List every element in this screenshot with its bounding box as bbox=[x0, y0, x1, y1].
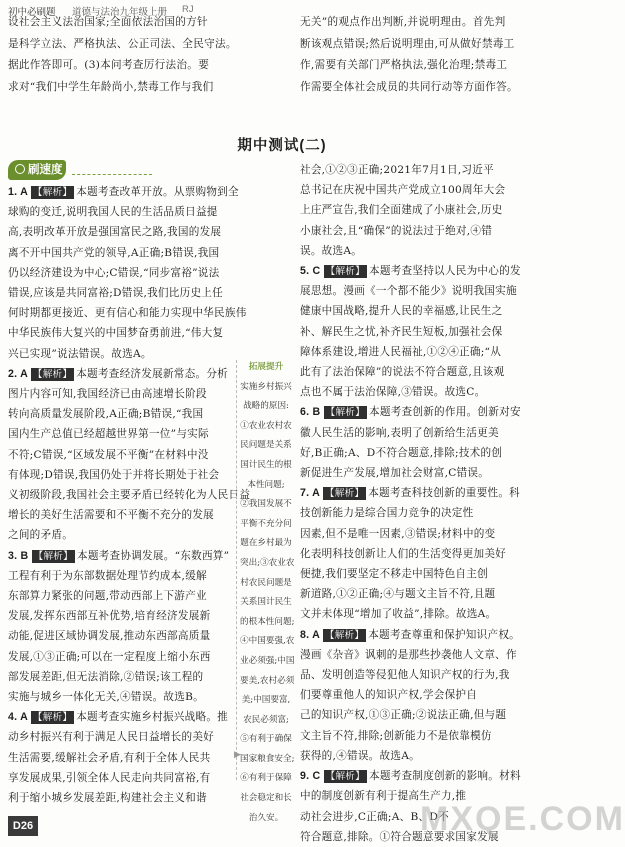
sidebar-line: 美;中国要富, bbox=[241, 695, 291, 706]
sidebar-line: 农民必须富; bbox=[243, 714, 289, 725]
answer-line bbox=[8, 768, 240, 788]
answer-line bbox=[8, 243, 240, 263]
page-number: D26 bbox=[8, 816, 38, 836]
answer-text: 国内生产总值已经超越世界第一位”与实际 bbox=[8, 428, 209, 441]
answer-text: 本题考查实施乡村振兴战略。推 bbox=[76, 711, 229, 724]
question-number: 7. A bbox=[300, 487, 323, 500]
sidebar-line: ②我国发展不 bbox=[240, 499, 292, 510]
answer-line bbox=[300, 665, 558, 685]
answer-text: 小康社会,且“确保”的说法过于绝对,④错 bbox=[300, 224, 493, 237]
answer-text: 符合题意,排除。①符合题意要求国家发展 bbox=[300, 830, 499, 843]
sidebar-line: 国计民生的根 bbox=[240, 459, 292, 470]
answer-line bbox=[300, 301, 558, 321]
answer-line bbox=[300, 645, 558, 665]
answer-text: 高,表明改革开放是强国富民之路,我国的发展 bbox=[8, 226, 222, 239]
question-number: 4. A bbox=[8, 711, 31, 724]
answer-text: 此有了法治保障”的说法不符合题意,且该观 bbox=[300, 366, 505, 379]
answer-line bbox=[300, 261, 558, 281]
answer-text: 动社会进步,C正确;A、B、D不 bbox=[300, 810, 449, 823]
answer-text: 新道路,①②正确;④与题文主旨不符,且题 bbox=[300, 588, 496, 601]
answer-text: 漫画《杂音》讽刺的是那些抄袭他人文章、作 bbox=[300, 648, 517, 661]
answer-line bbox=[8, 788, 240, 808]
answer-text: 球购的变迁,说明我国人民的生活品质日益提 bbox=[8, 206, 218, 219]
analysis-tag: 【 解析 】 bbox=[31, 711, 74, 724]
answer-line bbox=[8, 727, 240, 747]
answer-line bbox=[8, 303, 247, 323]
answer-text: 徽人民生活的影响,表明了创新给生活更美 bbox=[300, 426, 499, 439]
answer-line bbox=[300, 483, 558, 503]
answer-item bbox=[300, 402, 558, 483]
answer-text: 本题考查科技创新的重要性。科 bbox=[368, 487, 521, 500]
answer-line bbox=[300, 423, 558, 443]
answer-item bbox=[300, 160, 558, 261]
sidebar-line: 实施乡村振兴 bbox=[240, 381, 292, 392]
answer-line bbox=[300, 281, 558, 301]
answer-item bbox=[8, 707, 240, 808]
answer-text: 己的知识产权,①③正确;②说法正确,但与题 bbox=[300, 709, 507, 722]
answer-line bbox=[300, 746, 558, 766]
answer-text: 利于缩小城乡发展差距,构建社会主义和谐 bbox=[8, 792, 207, 805]
answer-line bbox=[300, 200, 558, 220]
answer-line bbox=[300, 180, 558, 200]
answer-line bbox=[8, 606, 240, 626]
answer-text: 社会,①②③正确;2021年7月1日,习近平 bbox=[300, 164, 494, 176]
answer-line bbox=[8, 566, 240, 586]
analysis-tag: 【 解析 】 bbox=[323, 487, 366, 500]
answer-text: 文并未体现“增加了收益”,排除。故选A。 bbox=[300, 608, 497, 621]
answer-text: 本题考查尊重和保护知识产权。 bbox=[368, 628, 521, 641]
answer-line bbox=[300, 766, 558, 786]
answer-line bbox=[300, 584, 558, 604]
answer-line bbox=[300, 322, 558, 342]
sidebar-line: 要美,农村必须 bbox=[240, 675, 295, 686]
answer-line bbox=[8, 667, 240, 687]
answer-line bbox=[8, 364, 240, 384]
top-left-continuation bbox=[8, 12, 268, 98]
answer-line bbox=[300, 544, 558, 564]
answer-line bbox=[8, 586, 240, 606]
answer-text: 中华民族伟大复兴的中国梦奋勇前进,“伟大复 bbox=[8, 327, 224, 340]
answer-text: 中的制度创新有利于提高生产力,推 bbox=[300, 790, 467, 803]
brand-label: 初中必刷题 bbox=[8, 7, 56, 18]
answer-line bbox=[8, 202, 240, 222]
answer-text: 错误,应该是共同富裕;D错误,我们比历史上任 bbox=[8, 287, 223, 300]
top-right-continuation bbox=[300, 12, 558, 98]
answer-text: 发展,①③正确;可以在一定程度上缩小东西 bbox=[8, 650, 211, 663]
answer-text: 文主旨不符,排除;创新能力不是依靠模仿 bbox=[300, 729, 492, 742]
analysis-tag: 【 解析 】 bbox=[324, 770, 367, 783]
answer-line bbox=[8, 647, 240, 667]
answer-text: 因素,但不是唯一因素,③错误;材料中的变 bbox=[300, 527, 496, 540]
sidebar-line: 本性问题; bbox=[247, 479, 285, 490]
badge-hook-divider bbox=[72, 162, 152, 175]
sidebar-line: 突出;③农业农 bbox=[240, 557, 295, 568]
text-line: 作,需要有关部门严格执法,强化治理;禁毒工 bbox=[300, 59, 508, 72]
answer-line bbox=[8, 687, 240, 707]
answer-line bbox=[300, 382, 558, 402]
sidebar-line: ④中国要强,农 bbox=[240, 636, 295, 647]
answer-line bbox=[8, 546, 240, 566]
answer-line bbox=[8, 626, 240, 646]
answer-line bbox=[300, 705, 558, 725]
answer-text: 获得的,④错误。故选A。 bbox=[300, 749, 420, 762]
answer-line bbox=[300, 524, 558, 544]
answer-line bbox=[300, 342, 558, 362]
answer-line bbox=[300, 463, 558, 483]
sidebar-line: ⑥有利于保障 bbox=[240, 773, 292, 784]
question-number: 6. B bbox=[300, 406, 324, 419]
answer-text: 东部算力紧张的问题,带动西部上下游产业 bbox=[8, 590, 207, 603]
answer-text: 健康中国战略,提升人民的幸福感,让民生之 bbox=[300, 305, 503, 318]
answer-line bbox=[300, 625, 558, 645]
sidebar-line: 村农民问题是 bbox=[240, 577, 292, 588]
sidebar-line: 民问题是关系 bbox=[240, 440, 292, 451]
answer-text: 图片内容可知,我国经济已由高速增长阶段 bbox=[8, 388, 207, 401]
analysis-tag: 【 解析 】 bbox=[324, 265, 367, 278]
sidebar-line: 社会稳定和长 bbox=[240, 793, 292, 804]
answer-line bbox=[8, 323, 240, 343]
answer-text: 生活需要,缓解社会矛盾,有利于全体人民共 bbox=[8, 751, 211, 764]
answer-text: 增长的美好生活需要和不平衡不充分的发展 bbox=[8, 509, 215, 522]
answer-text: 动能,促进区域协调发展,推动东西部高质量 bbox=[8, 630, 211, 643]
answer-text: 兴已实现”说法错误。故选A。 bbox=[8, 347, 152, 360]
answer-text: 好,B正确;A、D不符合题意,排除;技术的创 bbox=[300, 446, 503, 459]
answer-text: 新促进生产发展,增加社会财富,C错误。 bbox=[300, 467, 490, 480]
edition-label: RJ bbox=[182, 4, 194, 15]
answer-text: 本题考查改革开放。从票购物到全 bbox=[76, 186, 239, 198]
answer-line bbox=[8, 344, 240, 364]
answer-text: 工程有利于为东部数据处理节约成本,缓解 bbox=[8, 569, 207, 582]
answer-text: 不符;C错误,“区域发展不平衡”在材料中没 bbox=[8, 448, 209, 461]
question-number: 8. A bbox=[300, 628, 323, 641]
answer-item bbox=[300, 625, 558, 766]
answer-item bbox=[300, 483, 558, 624]
answer-line bbox=[300, 362, 558, 382]
answer-text: 本题考查协调发展。“东数西算” bbox=[77, 549, 230, 562]
extension-sidebar bbox=[240, 358, 295, 828]
answer-item bbox=[8, 182, 247, 364]
answer-text: 何时期都更接近、更有信心和能力实现中华民族伟 bbox=[8, 307, 247, 320]
answer-text: 化表明科技创新让人们的生活变得更加美好 bbox=[300, 547, 507, 560]
answer-text: 动乡村振兴有利于满足人民日益增长的美好 bbox=[8, 731, 215, 744]
sidebar-heading: 拓展提升 bbox=[248, 362, 284, 372]
answer-text: 实施与城乡一体化无关,④错误。故选B。 bbox=[8, 691, 204, 704]
answer-text: 补、解民生之忧,补齐民生短板,加强社会保 bbox=[300, 325, 503, 338]
answer-text: 总书记在庆祝中国共产党成立100周年大会 bbox=[300, 184, 506, 197]
answer-text: 误。故选A。 bbox=[300, 244, 363, 257]
answer-line bbox=[300, 503, 558, 523]
answer-text: 本题考查创新的作用。创新对安 bbox=[369, 406, 521, 419]
answer-text: 有体现;D错误,我国仍处于并将长期处于社会 bbox=[8, 468, 220, 481]
answer-item bbox=[8, 546, 240, 708]
question-number: 3. B bbox=[8, 549, 32, 562]
answer-text: 之间的矛盾。 bbox=[8, 529, 74, 542]
answer-line bbox=[300, 443, 558, 463]
sidebar-line: ①农业农村农 bbox=[240, 420, 292, 431]
answer-text: 上庄严宣告,我们全面建成了小康社会,历史 bbox=[300, 204, 503, 217]
answer-line bbox=[8, 263, 240, 283]
sidebar-line: 的根本性问题; bbox=[240, 616, 295, 627]
sidebar-line: 关系国计民生 bbox=[240, 597, 292, 608]
sidebar-line: 业必须强;中国 bbox=[240, 655, 295, 666]
answer-text: 便捷,我们要坚定不移走中国特色自主创 bbox=[300, 568, 488, 581]
right-answer-column bbox=[300, 160, 558, 847]
subject-label: 道德与法治九年级上册 bbox=[72, 7, 168, 18]
answer-line bbox=[8, 283, 240, 303]
analysis-tag: 【 解析 】 bbox=[32, 550, 75, 563]
question-number: 5. C bbox=[300, 265, 324, 278]
badge-label: 刷速度 bbox=[28, 164, 63, 176]
answer-line bbox=[8, 182, 240, 202]
text-line: 是科学立法、严格执法、公正司法、全民守法。 bbox=[8, 37, 237, 50]
answer-line bbox=[8, 445, 240, 465]
sidebar-line: ⑤有利于确保 bbox=[240, 734, 292, 745]
analysis-tag: 【 解析 】 bbox=[31, 186, 74, 199]
answer-text: 仍以经济建设为中心;C错误,“同步富裕”说法 bbox=[8, 266, 220, 279]
speed-badge bbox=[8, 160, 66, 180]
answer-text: 障体系建设,增进人民福祉,①②④正确;“从 bbox=[300, 345, 502, 358]
answer-line bbox=[300, 241, 558, 261]
answer-text: 离不开中国共产党的领导,A正确;B错误,我国 bbox=[8, 246, 220, 259]
arrow-icon: ▶ bbox=[234, 750, 241, 760]
left-answer-column bbox=[8, 182, 251, 808]
analysis-tag: 【 解析 】 bbox=[31, 368, 74, 381]
answer-text: 转向高质量发展阶段,A正确;B错误,“我国 bbox=[8, 408, 204, 421]
answer-text: 本题考查制度创新的影响。材料 bbox=[369, 770, 521, 783]
answer-text: 发展,发挥东西部互补优势,培育经济发展新 bbox=[8, 610, 211, 623]
watermark: MXQE.COM bbox=[420, 800, 625, 838]
answer-item bbox=[300, 261, 558, 402]
answer-text: 展思想。漫画《一个都不能少》说明我国实施 bbox=[300, 285, 517, 298]
answer-line bbox=[300, 604, 558, 624]
analysis-tag: 【 解析 】 bbox=[323, 629, 366, 642]
text-line: 设社会主义法治国家;全面依法治国的方针 bbox=[8, 16, 208, 28]
answer-line bbox=[300, 221, 558, 241]
answer-line bbox=[8, 707, 240, 727]
answer-line bbox=[300, 685, 558, 705]
sidebar-divider bbox=[236, 360, 237, 780]
answer-line bbox=[8, 525, 240, 545]
answer-line bbox=[300, 564, 558, 584]
badge-icon bbox=[15, 164, 25, 174]
answer-line bbox=[8, 465, 240, 485]
question-number: 1. A bbox=[8, 186, 31, 198]
answer-line bbox=[8, 485, 251, 505]
answer-line bbox=[8, 404, 240, 424]
text-line: 据此作答即可。(3)本问考查厉行法治。要 bbox=[8, 59, 210, 72]
section-title: 期中测试(二) bbox=[237, 138, 327, 154]
answer-text: 享发展成果,引领全体人民走向共同富裕,有 bbox=[8, 771, 211, 784]
answer-line bbox=[8, 748, 240, 768]
sidebar-line: 国家粮食安全; bbox=[240, 753, 295, 764]
sidebar-line: 战略的原因: bbox=[243, 401, 289, 412]
analysis-tag: 【 解析 】 bbox=[324, 406, 367, 419]
answer-line bbox=[300, 726, 558, 746]
answer-text: 义初级阶段,我国社会主要矛盾已经转化为人民日益 bbox=[8, 489, 251, 502]
answer-line bbox=[300, 160, 558, 180]
text-line: 作需要全体社会成员的共同行动等方面作答。 bbox=[300, 80, 518, 93]
answer-text: 部发展差距,但无法消除,②错误;该工程的 bbox=[8, 670, 204, 683]
answer-text: 技创新能力是综合国力竞争的决定性 bbox=[300, 507, 474, 520]
answer-line bbox=[8, 222, 240, 242]
answer-text: 点也不属于法治保障,③错误。故选C。 bbox=[300, 386, 486, 399]
answer-text: 们要尊重他人的知识产权,学会保护自 bbox=[300, 689, 478, 702]
answer-text: 本题考查坚持以人民为中心的发 bbox=[369, 265, 521, 278]
sidebar-line: 题在乡村最为 bbox=[240, 538, 292, 549]
question-number: 2. A bbox=[8, 367, 31, 380]
sidebar-line: 平衡不充分问 bbox=[240, 518, 292, 529]
answer-text: 品、发明创造等侵犯他人知识产权的行为,我 bbox=[300, 669, 510, 682]
question-number: 9. C bbox=[300, 770, 324, 783]
answer-line bbox=[8, 384, 240, 404]
answer-line bbox=[8, 424, 240, 444]
answer-item bbox=[8, 364, 251, 546]
answer-text: 本题考查经济发展新常态。分析 bbox=[76, 367, 229, 380]
answer-line bbox=[8, 505, 240, 525]
text-line: 无关”的观点作出判断,并说明理由。首先判 bbox=[300, 16, 506, 28]
sidebar-line: 治久安。 bbox=[248, 812, 284, 823]
text-line: 求对“我们中学生年龄尚小,禁毒工作与我们 bbox=[8, 80, 214, 93]
text-line: 断该观点错误;然后说明理由,可从做好禁毒工 bbox=[300, 37, 515, 50]
answer-line bbox=[300, 402, 558, 422]
